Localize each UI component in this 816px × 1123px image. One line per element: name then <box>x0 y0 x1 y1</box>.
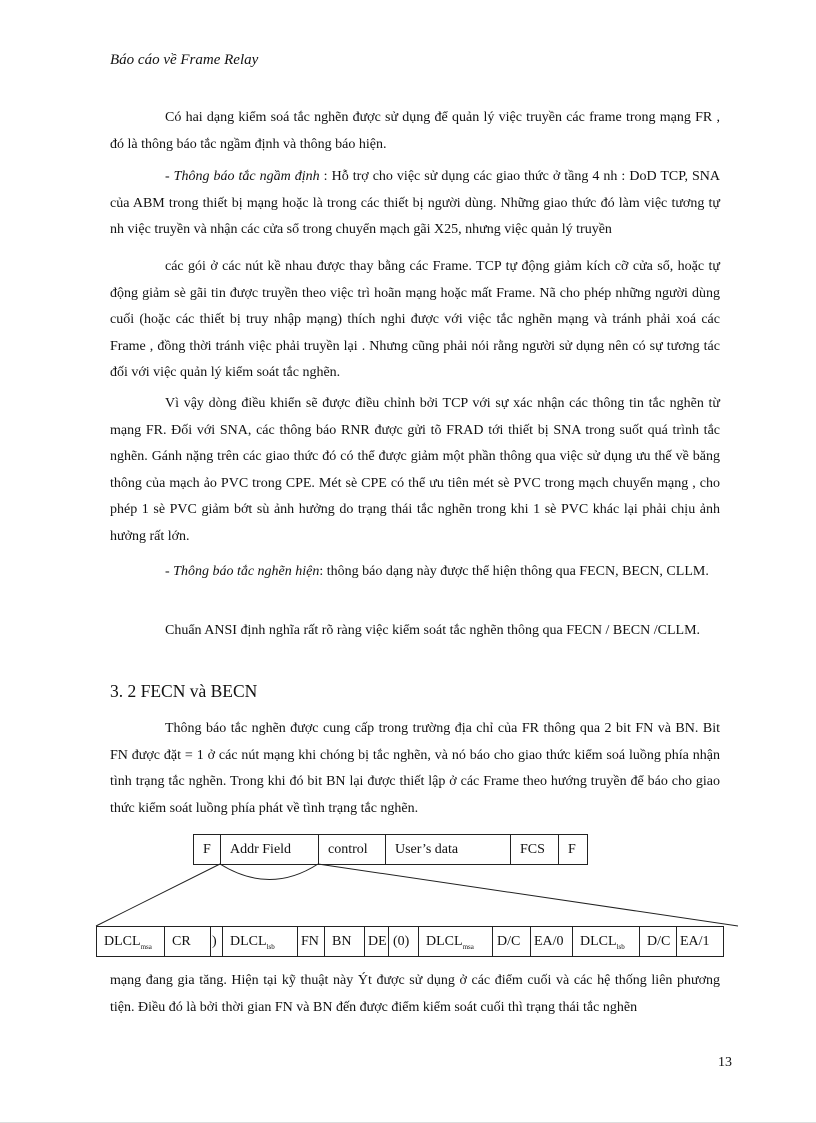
addr-field-dlci-msb: $DLCL_{msa}$ <box>97 927 165 956</box>
frame-field-user-data: User’s data <box>386 835 511 864</box>
addr-field-paren: ) <box>211 927 223 956</box>
explicit-notification-text: : thông báo dạng này được thể hiện thông qua FECN, BECN, CLLM. <box>319 564 709 579</box>
implicit-notification-text: : Hỗ trợ cho việc sử dụng các giao thức ở tầng 4 nh : DoD TCP, SNA của ABM trong thiết bị mạng hoặc là trong các thiết bị người dùng. Những giao thức đó làm việc tương tự nh việc truyền và nhận các cửa sổ trong chuyển mạch gãi X25, nhưng việc quản lý truyền <box>110 169 720 237</box>
paragraph-tcp-behavior: các gói ở các nút kề nhau được thay bằng các Frame. TCP tự động giảm kích cỡ cửa sổ, hoặc tự động giảm sè gãi tin được truyền theo việc trì hoãn mạng hoặc mất Frame. Nã cho phép những người dùng cuối (hoặc các thiết bị truy nhập mạng) thích nghi được với việc tắc nghẽn mạng và tránh phải xoá các Frame , đồng thời tránh việc phải truyền lại . Nhưng cũng phải nói rằng người sử dụng nên có sự tương tác đối với việc quản lý kiểm soát tắc nghẽn. <box>110 259 720 380</box>
addr-field-dc-2: D/C <box>640 927 677 956</box>
addr-field-dc: D/C <box>493 927 531 956</box>
frame-field-control: control <box>319 835 386 864</box>
address-field-breakdown-row <box>96 926 724 957</box>
paragraph-congestion-intro: Có hai dạng kiểm soá tắc nghẽn được sử dụng để quản lý việc truyền các frame trong mạng FR , đó là thông báo tắc ngầm định và thông báo hiện. <box>110 110 720 152</box>
page-number: 13 <box>718 1055 732 1070</box>
frame-field-address: Addr Field <box>221 835 319 864</box>
addr-field-zero: (0) <box>389 927 419 956</box>
addr-field-de: DE <box>365 927 389 956</box>
addr-field-bn: BN <box>325 927 365 956</box>
addr-field-ea0: EA/0 <box>531 927 573 956</box>
frame-structure-row <box>193 834 588 865</box>
paragraph-ansi: Chuẩn ANSI định nghĩa rất rõ ràng việc kiểm soát tắc nghẽn thông qua FECN / BECN /CLLM. <box>165 623 701 638</box>
addr-field-dlci-msb-2: $DLCL_{msa}$ <box>419 927 493 956</box>
addr-field-dlci-lsb: $DLCL_{lsb}$ <box>223 927 298 956</box>
addr-field-dlci-lsb-2: $DLCL_{lsb}$ <box>573 927 640 956</box>
paragraph-sna-pvc: Vì vậy dòng điều khiển sẽ được điều chỉnh bởi TCP với sự xác nhận các thông tin tắc nghẽn từ mạng FR. Đối với SNA, các thông báo RNR được gửi tõ FRAD tới thiết bị SNA trong suốt quá trình tắc nghẽn. Gánh nặng trên các giao thức đó có thể được giảm một phần thông qua việc sử dụng ưu thế về băng thông của mạch ảo PVC trong CPE. Mét sè CPE có thể ưu tiên mét sè PVC trong mạch chuyển mạng , cho phép 1 sè PVC giảm bớt sù ảnh hưởng do trạng thái tắc nghẽn trong khi 1 sè PVC khác lại phải chịu ảnh hưởng rất lớn. <box>110 396 720 544</box>
addr-field-ea1: EA/1 <box>680 934 710 949</box>
addr-field-fn: FN <box>298 927 325 956</box>
addr-field-cr: CR <box>165 927 211 956</box>
explicit-notification-term: - Thông báo tắc nghẽn hiện <box>165 564 320 579</box>
paragraph-fn-bn-usage: mạng đang gia tăng. Hiện tại kỹ thuật này Ýt được sử dụng ở các điểm cuối và các hệ thống liên phương tiện. Điều đó là bởi thời gian FN và BN đến được điểm kiểm soát cuối thì trạng thái tắc nghẽn <box>110 973 720 1015</box>
frame-field-fcs: FCS <box>511 835 559 864</box>
section-heading-fecn-becn: 3. 2 FECN và BECN <box>110 681 258 701</box>
paragraph-fn-bn-bits: Thông báo tắc nghẽn được cung cấp trong trường địa chỉ của FR thông qua 2 bit FN và BN. Bit FN được đặt = 1 ở các nút mạng khi chóng bị tắc nghẽn, và nó báo cho giao thức kiểm soá luồng phía nhận tình trạng tắc nghẽn. Trong khi đó bit BN lại được thiết lập ở các Frame theo hướng truyền để báo cho giao thức kiểm soát luồng phía phát về tình trạng tắc nghẽn. <box>110 721 720 816</box>
frame-field-flag-end: F <box>568 842 576 857</box>
document-header-title: Báo cáo về Frame Relay <box>110 52 259 68</box>
implicit-notification-term: - Thông báo tắc ngầm định <box>165 169 320 184</box>
frame-field-flag-start: F <box>194 835 221 864</box>
